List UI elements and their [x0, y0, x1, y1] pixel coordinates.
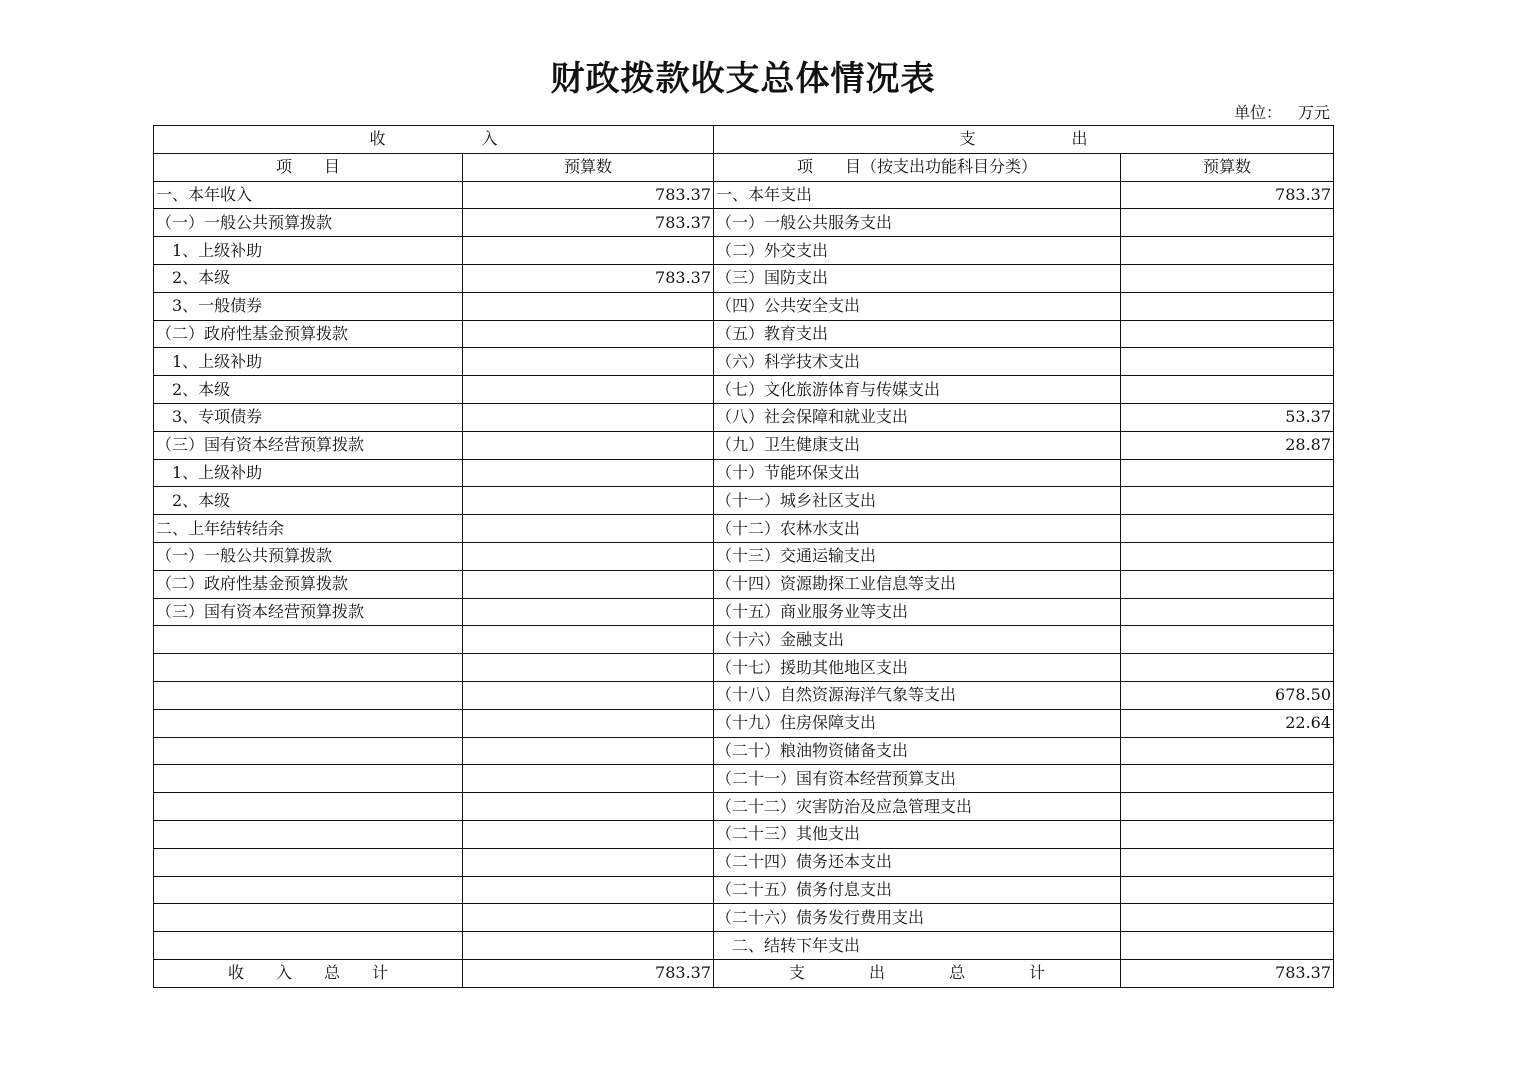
- table-row: [154, 654, 1334, 682]
- income-value-cell: 783.37: [463, 209, 714, 237]
- expense-value-cell: [1121, 654, 1334, 682]
- income-item-cell: 2、本级: [154, 264, 463, 292]
- income-value-cell: [463, 515, 714, 543]
- expense-value-cell: [1121, 264, 1334, 292]
- income-item-cell: 二、上年结转结余: [154, 515, 463, 543]
- expense-value-cell: [1121, 570, 1334, 598]
- income-item-cell: [154, 820, 463, 848]
- table-row: [154, 876, 1334, 904]
- income-item-cell: 2、本级: [154, 487, 463, 515]
- income-value-cell: [463, 820, 714, 848]
- expense-group-header: 支 出: [714, 126, 1334, 154]
- totals-row: [154, 959, 1334, 987]
- income-value-cell: [463, 348, 714, 376]
- expense-item-cell: （七）文化旅游体育与传媒支出: [714, 376, 1121, 404]
- expense-value-cell: [1121, 793, 1334, 821]
- expense-item-cell: （十六）金融支出: [714, 626, 1121, 654]
- expense-item-cell: （十五）商业服务业等支出: [714, 598, 1121, 626]
- expense-value-cell: [1121, 820, 1334, 848]
- expense-item-cell: （二十三）其他支出: [714, 820, 1121, 848]
- income-value-cell: [463, 626, 714, 654]
- expense-value-cell: 678.50: [1121, 681, 1334, 709]
- expense-item-cell: 二、结转下年支出: [714, 932, 1121, 960]
- expense-value-cell: [1121, 487, 1334, 515]
- income-item-cell: [154, 709, 463, 737]
- expense-item-cell: （二十一）国有资本经营预算支出: [714, 765, 1121, 793]
- expense-value-cell: [1121, 376, 1334, 404]
- expense-item-cell: （二十四）债务还本支出: [714, 848, 1121, 876]
- income-value-cell: [463, 570, 714, 598]
- expense-value-cell: [1121, 904, 1334, 932]
- expense-total-value: 783.37: [1121, 959, 1334, 987]
- income-item-cell: 3、专项债券: [154, 403, 463, 431]
- table-row: [154, 904, 1334, 932]
- income-item-cell: 1、上级补助: [154, 237, 463, 265]
- income-value-cell: [463, 542, 714, 570]
- income-item-header: 项 目: [154, 153, 463, 181]
- table-row: [154, 737, 1334, 765]
- income-value-cell: [463, 932, 714, 960]
- income-value-cell: [463, 654, 714, 682]
- income-item-cell: （三）国有资本经营预算拨款: [154, 598, 463, 626]
- expense-item-cell: （十三）交通运输支出: [714, 542, 1121, 570]
- expense-value-cell: [1121, 515, 1334, 543]
- income-value-cell: [463, 292, 714, 320]
- table-row: [154, 431, 1334, 459]
- table-row: [154, 626, 1334, 654]
- income-value-cell: 783.37: [463, 264, 714, 292]
- table-row: [154, 403, 1334, 431]
- income-value-cell: [463, 793, 714, 821]
- expense-item-cell: （二十六）债务发行费用支出: [714, 904, 1121, 932]
- income-value-cell: [463, 403, 714, 431]
- table-row: [154, 348, 1334, 376]
- expense-value-cell: [1121, 598, 1334, 626]
- unit-note: [1234, 102, 1330, 124]
- table-row: [154, 292, 1334, 320]
- table-row: [154, 487, 1334, 515]
- income-value-cell: [463, 598, 714, 626]
- table-row: [154, 820, 1334, 848]
- table-row: [154, 320, 1334, 348]
- expense-value-cell: 22.64: [1121, 709, 1334, 737]
- expense-item-cell: （五）教育支出: [714, 320, 1121, 348]
- expense-item-cell: （四）公共安全支出: [714, 292, 1121, 320]
- table-row: [154, 459, 1334, 487]
- table-row: [154, 542, 1334, 570]
- income-value-cell: [463, 709, 714, 737]
- income-item-cell: （一）一般公共预算拨款: [154, 209, 463, 237]
- table-row: [154, 376, 1334, 404]
- table-row: [154, 237, 1334, 265]
- income-value-cell: [463, 904, 714, 932]
- expense-value-cell: [1121, 348, 1334, 376]
- income-item-cell: 1、上级补助: [154, 459, 463, 487]
- page-title: 财政拨款收支总体情况表: [550, 59, 936, 99]
- table-row: [154, 515, 1334, 543]
- income-total-value: 783.37: [463, 959, 714, 987]
- table-row: [154, 681, 1334, 709]
- income-group-header: 收 入: [154, 126, 714, 154]
- income-value-cell: [463, 848, 714, 876]
- income-item-cell: 2、本级: [154, 376, 463, 404]
- income-value-cell: [463, 737, 714, 765]
- income-budget-header: 预算数: [463, 153, 714, 181]
- income-value-cell: [463, 459, 714, 487]
- income-item-cell: [154, 848, 463, 876]
- table-row: [154, 709, 1334, 737]
- expense-value-cell: [1121, 237, 1334, 265]
- income-item-cell: （三）国有资本经营预算拨款: [154, 431, 463, 459]
- expense-item-cell: （二十）粮油物资储备支出: [714, 737, 1121, 765]
- expense-value-cell: [1121, 459, 1334, 487]
- income-value-cell: 783.37: [463, 181, 714, 209]
- income-value-cell: [463, 876, 714, 904]
- expense-value-cell: [1121, 320, 1334, 348]
- income-item-cell: [154, 932, 463, 960]
- income-value-cell: [463, 487, 714, 515]
- unit-label: 单位：: [1233, 103, 1282, 122]
- expense-value-cell: [1121, 209, 1334, 237]
- expense-value-cell: [1121, 292, 1334, 320]
- income-value-cell: [463, 765, 714, 793]
- table-row: [154, 570, 1334, 598]
- expense-value-cell: [1121, 848, 1334, 876]
- expense-value-cell: [1121, 932, 1334, 960]
- budget-table: [153, 125, 1334, 988]
- income-item-cell: 3、一般债券: [154, 292, 463, 320]
- expense-budget-header: 预算数: [1121, 153, 1334, 181]
- income-item-cell: （二）政府性基金预算拨款: [154, 570, 463, 598]
- table-row: [154, 598, 1334, 626]
- expense-value-cell: [1121, 542, 1334, 570]
- income-item-cell: [154, 654, 463, 682]
- expense-item-cell: （一）一般公共服务支出: [714, 209, 1121, 237]
- income-item-cell: [154, 737, 463, 765]
- table-row: [154, 932, 1334, 960]
- income-value-cell: [463, 431, 714, 459]
- expense-item-cell: （十九）住房保障支出: [714, 709, 1121, 737]
- expense-item-cell: （二）外交支出: [714, 237, 1121, 265]
- expense-value-cell: [1121, 765, 1334, 793]
- group-header-row: [154, 126, 1334, 154]
- income-item-cell: （一）一般公共预算拨款: [154, 542, 463, 570]
- expense-item-cell: 一、本年支出: [714, 181, 1121, 209]
- budget-table-body: [154, 126, 1334, 988]
- expense-value-cell: [1121, 876, 1334, 904]
- expense-item-cell: （二十二）灾害防治及应急管理支出: [714, 793, 1121, 821]
- expense-total-label: 支 出 总 计: [714, 959, 1121, 987]
- table-row: [154, 848, 1334, 876]
- expense-item-cell: （九）卫生健康支出: [714, 431, 1121, 459]
- expense-value-cell: [1121, 737, 1334, 765]
- income-item-cell: 一、本年收入: [154, 181, 463, 209]
- income-item-cell: [154, 626, 463, 654]
- expense-item-cell: （十八）自然资源海洋气象等支出: [714, 681, 1121, 709]
- income-item-cell: （二）政府性基金预算拨款: [154, 320, 463, 348]
- unit-value: 万元: [1297, 103, 1330, 122]
- income-item-cell: [154, 876, 463, 904]
- income-item-cell: [154, 904, 463, 932]
- expense-item-cell: （八）社会保障和就业支出: [714, 403, 1121, 431]
- expense-item-cell: （十四）资源勘探工业信息等支出: [714, 570, 1121, 598]
- income-item-cell: 1、上级补助: [154, 348, 463, 376]
- income-value-cell: [463, 320, 714, 348]
- expense-item-cell: （十二）农林水支出: [714, 515, 1121, 543]
- expense-item-cell: （二十五）债务付息支出: [714, 876, 1121, 904]
- income-item-cell: [154, 681, 463, 709]
- income-value-cell: [463, 681, 714, 709]
- expense-value-cell: 53.37: [1121, 403, 1334, 431]
- income-value-cell: [463, 237, 714, 265]
- expense-item-cell: （十一）城乡社区支出: [714, 487, 1121, 515]
- table-row: [154, 264, 1334, 292]
- table-row: [154, 765, 1334, 793]
- expense-value-cell: 28.87: [1121, 431, 1334, 459]
- column-header-row: [154, 153, 1334, 181]
- expense-item-header: 项 目（按支出功能科目分类）: [714, 153, 1121, 181]
- table-row: [154, 181, 1334, 209]
- expense-item-cell: （十）节能环保支出: [714, 459, 1121, 487]
- table-row: [154, 209, 1334, 237]
- expense-item-cell: （三）国防支出: [714, 264, 1121, 292]
- expense-item-cell: （六）科学技术支出: [714, 348, 1121, 376]
- expense-value-cell: [1121, 626, 1334, 654]
- income-item-cell: [154, 765, 463, 793]
- income-item-cell: [154, 793, 463, 821]
- table-row: [154, 793, 1334, 821]
- income-value-cell: [463, 376, 714, 404]
- expense-value-cell: 783.37: [1121, 181, 1334, 209]
- expense-item-cell: （十七）援助其他地区支出: [714, 654, 1121, 682]
- income-total-label: 收 入 总 计: [154, 959, 463, 987]
